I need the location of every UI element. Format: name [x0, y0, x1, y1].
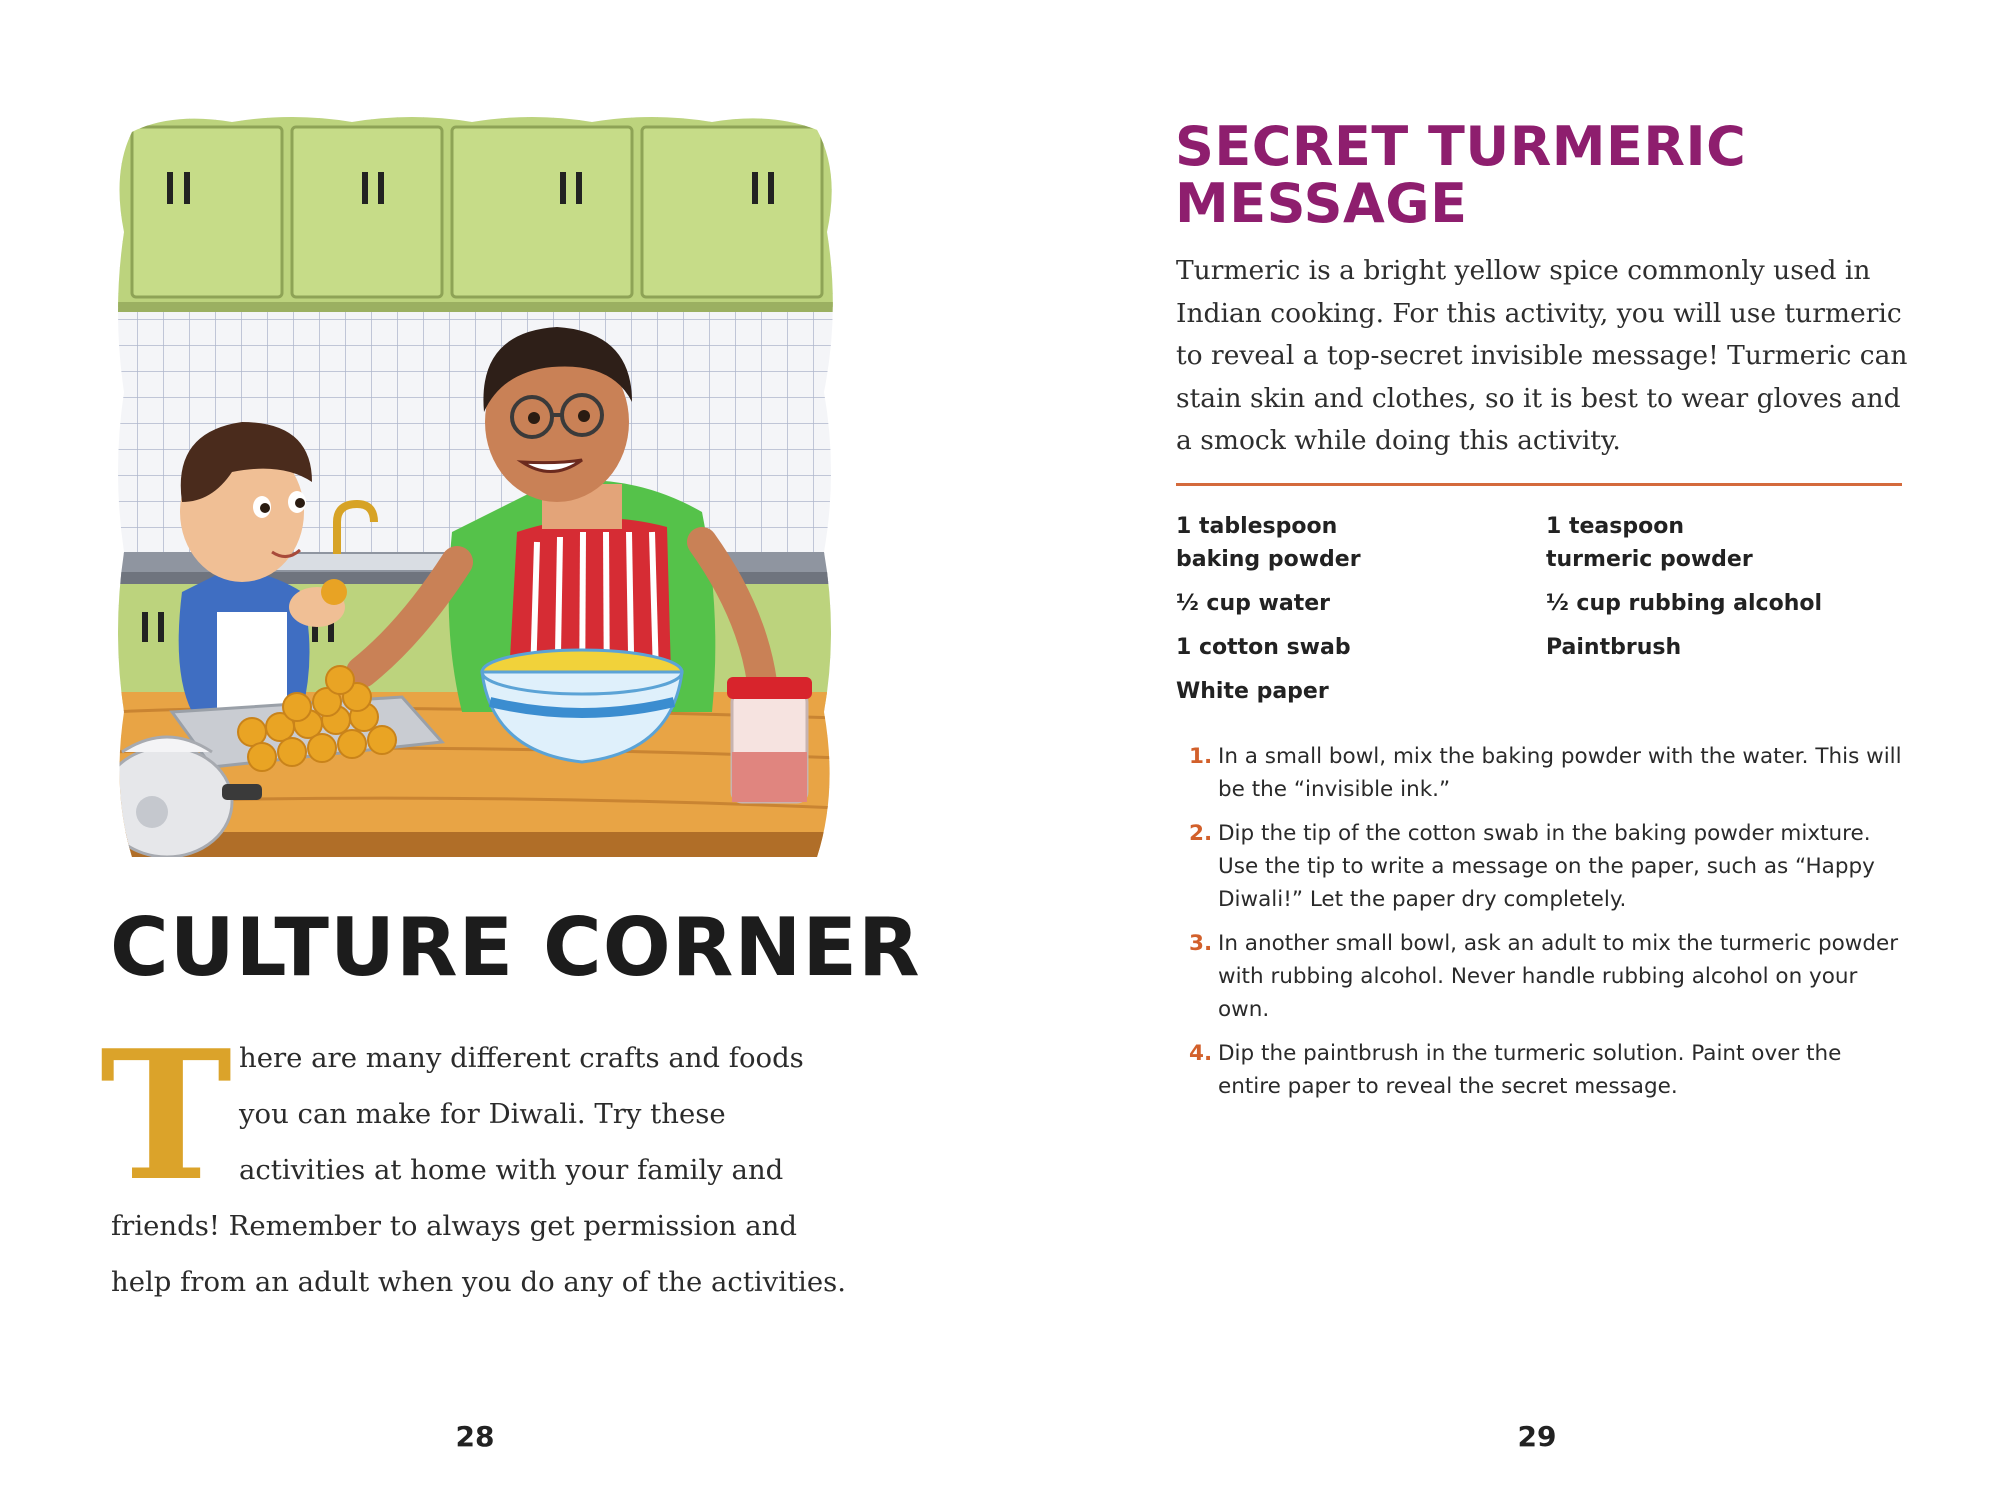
material-item: 1 tablespoon baking powder [1176, 514, 1361, 572]
activity-title-line1: SECRET TURMERIC [1175, 115, 1747, 178]
activity-title-line2: MESSAGE [1175, 172, 1468, 235]
materials-column-2 [1546, 510, 1906, 675]
page-number-right: 29 [1517, 1420, 1557, 1453]
section-divider [1176, 483, 1902, 486]
intro-paragraph [99, 1011, 851, 1310]
page-number-left: 28 [455, 1420, 495, 1453]
material-item: ½ cup water [1176, 591, 1330, 616]
intro-text: here are many different crafts and foods you can make for Diwali. Try these activities at home with your family and friends! Remember to always get permission and help from an adult when you do any of the activities. [111, 1042, 846, 1298]
step-number: 1. [1189, 744, 1213, 769]
step-item [1176, 740, 1906, 806]
dropcap-t-glyph [99, 1011, 233, 1220]
step-text: In a small bowl, mix the baking powder with the water. This will be the “invisible ink.” [1218, 744, 1902, 802]
dropcap-letter: T [99, 1011, 233, 1220]
step-text: In another small bowl, ask an adult to mix the turmeric powder with rubbing alcohol. Never handle rubbing alcohol on your own. [1218, 931, 1899, 1022]
step-number: 4. [1189, 1041, 1213, 1066]
right-page [1000, 0, 2000, 1500]
step-number: 3. [1189, 931, 1213, 956]
step-text: Dip the paintbrush in the turmeric solution. Paint over the entire paper to reveal the secret message. [1218, 1041, 1842, 1099]
material-item: 1 cotton swab [1176, 635, 1351, 660]
instruction-steps [1176, 740, 1906, 1114]
material-item: 1 teaspoon turmeric powder [1546, 514, 1753, 572]
step-item [1176, 1037, 1906, 1103]
material-item: White paper [1176, 679, 1329, 704]
step-item [1176, 817, 1906, 916]
step-text: Dip the tip of the cotton swab in the baking powder mixture. Use the tip to write a message on the paper, such as “Happy Diwali!” Let the paper dry completely. [1218, 821, 1875, 912]
kitchen-illustration [112, 112, 840, 872]
step-item [1176, 927, 1906, 1026]
materials-column-1 [1176, 510, 1536, 719]
culture-corner-heading: CULTURE CORNER [110, 901, 921, 994]
activity-title [1175, 115, 1895, 235]
material-item: ½ cup rubbing alcohol [1546, 591, 1823, 616]
material-item: Paintbrush [1546, 635, 1682, 660]
activity-intro: Turmeric is a bright yellow spice commonly used in Indian cooking. For this activity, you will use turmeric to reveal a top-secret invisible message! Turmeric can stain skin and clothes, so it is best to wear gloves and a smock while doing this activity. [1176, 255, 1908, 456]
step-number: 2. [1189, 821, 1213, 846]
